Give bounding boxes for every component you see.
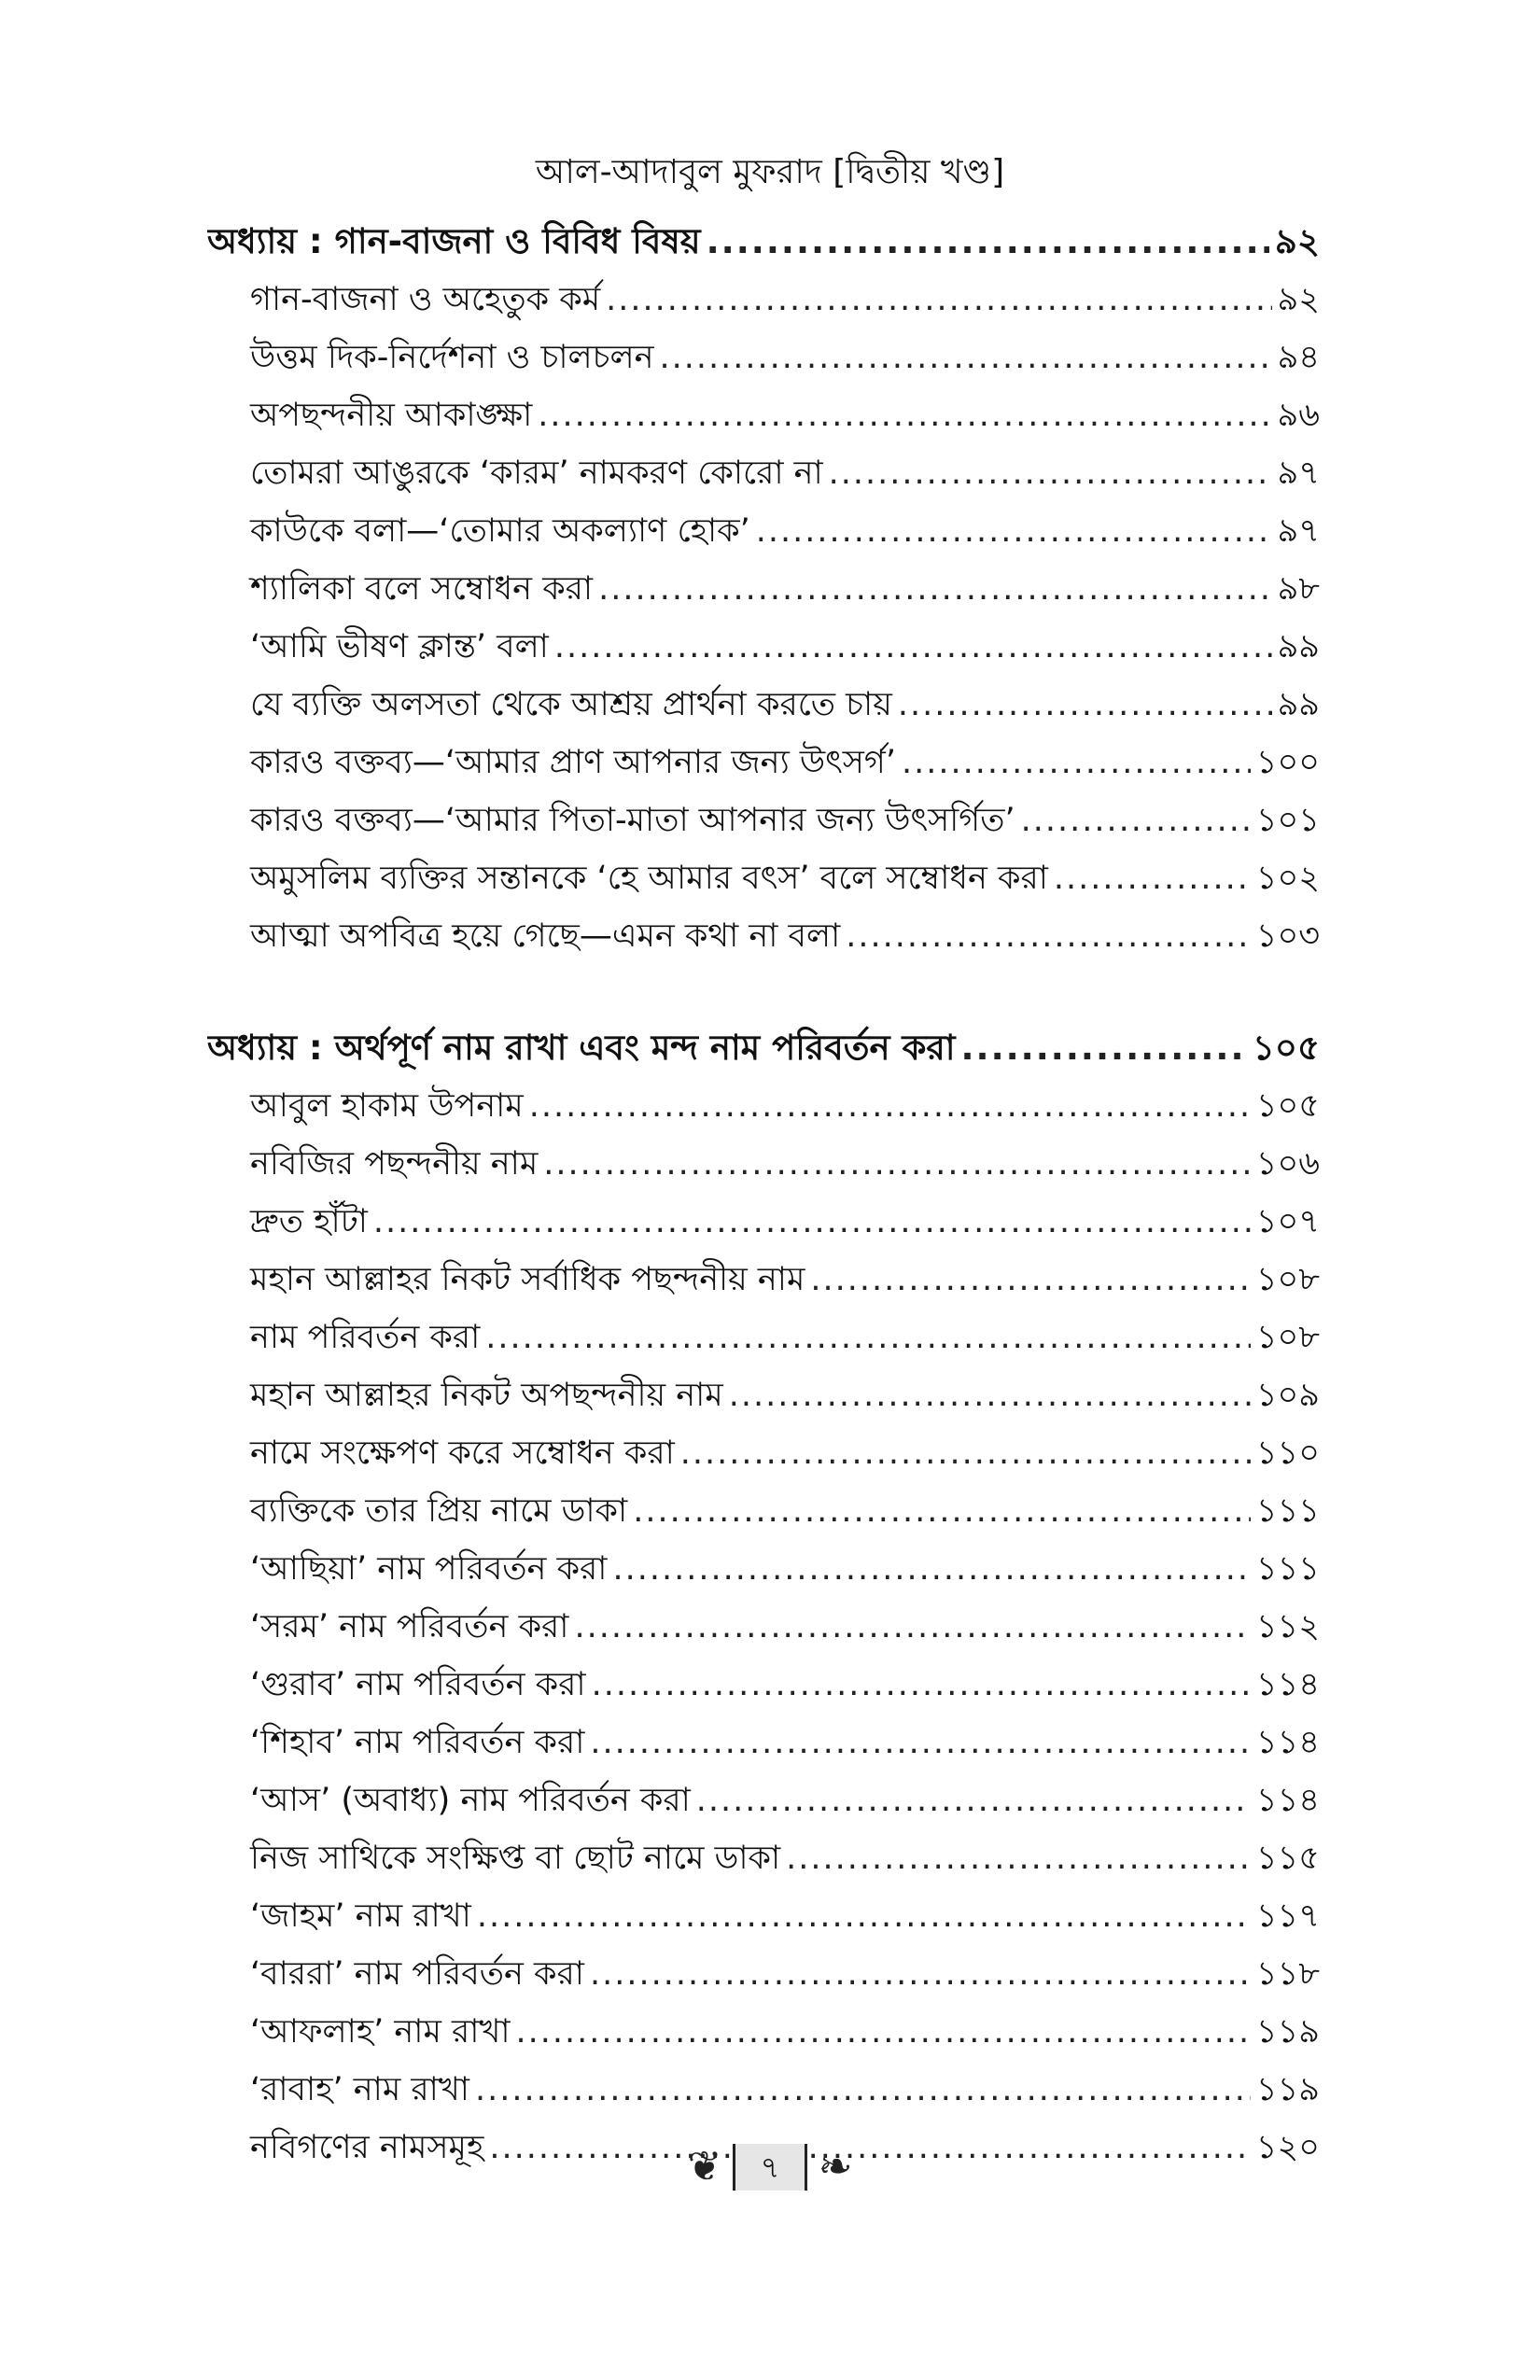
dot-leader: [829, 444, 1272, 502]
dot-leader: [1021, 791, 1251, 849]
entry-page: ৯৮: [1277, 570, 1320, 608]
entry-title: উত্তম দিক-নির্দেশনা ও চালচলন: [250, 339, 654, 376]
dot-leader: [592, 1656, 1251, 1714]
entry-title: ‘রাবাহ’ নাম রাখা: [250, 2071, 469, 2108]
chapter-heading: [207, 1019, 1320, 1077]
entry-page: ১১৫: [1255, 1840, 1320, 1877]
right-ornament-icon: ❧: [818, 2143, 853, 2191]
toc-entry: [207, 329, 1320, 386]
entry-page: ১১৪: [1255, 1724, 1320, 1761]
entry-page: ১০৮: [1255, 1319, 1320, 1356]
toc-entry: [207, 1887, 1320, 1945]
toc-entry: [207, 444, 1320, 502]
toc-entry: [207, 1656, 1320, 1714]
dot-leader: [538, 386, 1271, 444]
entry-page: ১০৮: [1255, 1261, 1320, 1298]
entry-title: অমুসলিম ব্যক্তির সন্তানকে ‘হে আমার বৎস’ বলে সম্বোধন করা: [250, 860, 1048, 897]
toc-entry: [207, 502, 1320, 560]
toc-entry: [207, 849, 1320, 907]
entry-page: ১১১: [1255, 1550, 1320, 1588]
entry-title: ‘জাহম’ নাম রাখা: [250, 1897, 471, 1935]
entry-page: ১১১: [1255, 1492, 1320, 1530]
toc-entry: [207, 791, 1320, 849]
entry-page: ১১৮: [1255, 1955, 1320, 1993]
entry-page: ১১৪: [1255, 1782, 1320, 1819]
dot-leader: [902, 734, 1251, 791]
dot-leader: [612, 1540, 1250, 1598]
entry-title: ‘আফলাহ’ নাম রাখা: [250, 2013, 511, 2051]
entry-page: ১১০: [1255, 1435, 1320, 1472]
toc-entry: [207, 907, 1320, 965]
dot-leader: [485, 1309, 1251, 1366]
entry-page: ১০১: [1255, 802, 1320, 839]
entry-page: ১২০: [1255, 2129, 1320, 2166]
toc-entry: [207, 2061, 1320, 2119]
entry-title: যে ব্যক্তি অলসতা থেকে আশ্রয় প্রার্থনা করতে চায়: [250, 686, 892, 723]
toc-entry: [207, 1482, 1320, 1540]
entry-page: ৯৯: [1277, 628, 1320, 665]
entry-title: ‘বাররা’ নাম পরিবর্তন করা: [250, 1955, 584, 1993]
dot-leader: [373, 1193, 1251, 1251]
dot-leader: [756, 502, 1272, 560]
chapter-page: ৯২: [1274, 221, 1320, 261]
entry-page: ১১২: [1255, 1608, 1320, 1645]
entry-title: গান-বাজনা ও অহেতুক কর্ম: [250, 281, 601, 318]
toc-entry: [207, 1135, 1320, 1193]
toc-entry: [207, 386, 1320, 444]
entry-page: ৯৪: [1277, 339, 1320, 376]
entry-title: তোমরা আঙুরকে ‘কারম’ নামকরণ কোরো না: [250, 455, 823, 492]
toc-entry: [207, 1771, 1320, 1829]
toc-entry: [207, 1366, 1320, 1424]
chapter-title: অধ্যায় : গান-বাজনা ও বিবিধ বিষয়: [207, 221, 701, 261]
entry-title: শ্যালিকা বলে সম্বোধন করা: [250, 570, 594, 608]
dot-leader: [960, 1019, 1246, 1077]
toc-entry: [207, 676, 1320, 734]
dot-leader: [529, 1077, 1251, 1135]
dot-leader: [633, 1482, 1251, 1540]
entry-title: ব্যক্তিকে তার প্রিয় নামে ডাকা: [250, 1492, 628, 1530]
dot-leader: [786, 1829, 1251, 1887]
entry-title: আবুল হাকাম উপনাম: [250, 1087, 524, 1125]
toc-entry: [207, 1540, 1320, 1598]
dot-leader: [606, 271, 1271, 329]
toc-entry: [207, 1945, 1320, 2003]
running-header: আল-আদাবুল মুফরাদ [দ্বিতীয় খণ্ড]: [535, 153, 1005, 191]
entry-title: নাম পরিবর্তন করা: [250, 1319, 481, 1356]
entry-title: মহান আল্লাহর নিকট সর্বাধিক পছন্দনীয় নাম: [250, 1261, 805, 1298]
entry-title: দ্রুত হাঁটা: [250, 1203, 368, 1240]
entry-title: নবিজির পছন্দনীয় নাম: [250, 1145, 539, 1183]
entry-page: ৯২: [1277, 281, 1320, 318]
toc-entry: [207, 1251, 1320, 1309]
entry-title: আত্মা অপবিত্র হয়ে গেছে—এমন কথা না বলা: [250, 917, 841, 955]
entry-page: ১১৪: [1255, 1666, 1320, 1703]
toc-entry: [207, 1077, 1320, 1135]
page-number: ৭: [733, 2144, 807, 2191]
entry-page: ১০৭: [1255, 1203, 1320, 1240]
entry-title: ‘শিহাব’ নাম পরিবর্তন করা: [250, 1724, 585, 1761]
toc-entry: [207, 1714, 1320, 1771]
entry-title: নামে সংক্ষেপণ করে সম্বোধন করা: [250, 1435, 675, 1472]
dot-leader: [680, 1424, 1251, 1482]
dot-leader: [477, 1887, 1251, 1945]
chapter-section-1: [207, 213, 1320, 965]
entry-page: ১০২: [1255, 860, 1320, 897]
dot-leader: [696, 1771, 1251, 1829]
dot-leader: [1054, 849, 1251, 907]
dot-leader: [475, 2061, 1251, 2119]
entry-page: ১০০: [1255, 744, 1320, 781]
table-of-contents: [207, 213, 1320, 2177]
chapter-title: অধ্যায় : অর্থপূর্ণ নাম রাখা এবং মন্দ নাম পরিবর্তন করা: [207, 1028, 956, 1068]
entry-title: ‘আস’ (অবাধ্য) নাম পরিবর্তন করা: [250, 1782, 691, 1819]
entry-page: ১১৯: [1255, 2071, 1320, 2108]
dot-leader: [659, 329, 1271, 386]
chapter-page: ১০৫: [1252, 1028, 1320, 1068]
dot-leader: [590, 1714, 1250, 1771]
page-footer: [0, 2143, 1540, 2191]
entry-page: ৯৬: [1277, 397, 1320, 434]
entry-title: ‘আমি ভীষণ ক্লান্ত’ বলা: [250, 628, 549, 665]
entry-page: ৯৭: [1277, 455, 1320, 492]
toc-entry: [207, 2003, 1320, 2061]
entry-title: কারও বক্তব্য—‘আমার পিতা-মাতা আপনার জন্য উৎসর্গিত’: [250, 802, 1015, 839]
toc-entry: [207, 1598, 1320, 1656]
entry-title: অপছন্দনীয় আকাঙ্ক্ষা: [250, 397, 533, 434]
left-ornament-icon: ❦: [687, 2143, 722, 2191]
entry-page: ১০৫: [1255, 1087, 1320, 1125]
toc-entry: [207, 618, 1320, 676]
entry-page: ৯৯: [1277, 686, 1320, 723]
entry-page: ১০৩: [1255, 917, 1320, 955]
entry-title: মহান আল্লাহর নিকট অপছন্দনীয় নাম: [250, 1377, 723, 1414]
entry-title: ‘সরম’ নাম পরিবর্তন করা: [250, 1608, 569, 1645]
dot-leader: [898, 676, 1272, 734]
dot-leader: [598, 560, 1271, 618]
toc-entry: [207, 734, 1320, 791]
toc-entry: [207, 271, 1320, 329]
entry-title: নবিগণের নামসমূহ: [250, 2129, 484, 2166]
entry-page: ৯৭: [1277, 512, 1320, 550]
entry-title: কাউকে বলা—‘তোমার অকল্যাণ হোক’: [250, 512, 750, 550]
dot-leader: [543, 1135, 1251, 1193]
toc-entry: [207, 1309, 1320, 1366]
dot-leader: [810, 1251, 1250, 1309]
chapter-section-2: [207, 1019, 1320, 2177]
toc-entry: [207, 560, 1320, 618]
entry-title: কারও বক্তব্য—‘আমার প্রাণ আপনার জন্য উৎসর্গ’: [250, 744, 896, 781]
toc-entry: [207, 1829, 1320, 1887]
entry-title: ‘আছিয়া’ নাম পরিবর্তন করা: [250, 1550, 608, 1588]
dot-leader: [707, 213, 1269, 271]
dot-leader: [574, 1598, 1250, 1656]
toc-entry: [207, 1193, 1320, 1251]
dot-leader: [554, 618, 1272, 676]
entry-page: ১০৯: [1255, 1377, 1320, 1414]
entry-title: ‘গুরাব’ নাম পরিবর্তন করা: [250, 1666, 586, 1703]
dot-leader: [516, 2003, 1251, 2061]
entry-page: ১০৬: [1255, 1145, 1320, 1183]
entry-title: নিজ সাথিকে সংক্ষিপ্ত বা ছোট নামে ডাকা: [250, 1840, 781, 1877]
chapter-heading: [207, 213, 1320, 271]
toc-entry: [207, 1424, 1320, 1482]
entry-page: ১১৯: [1255, 2013, 1320, 2051]
entry-page: ১১৭: [1255, 1897, 1320, 1935]
dot-leader: [846, 907, 1251, 965]
dot-leader: [590, 1945, 1251, 2003]
dot-leader: [729, 1366, 1251, 1424]
